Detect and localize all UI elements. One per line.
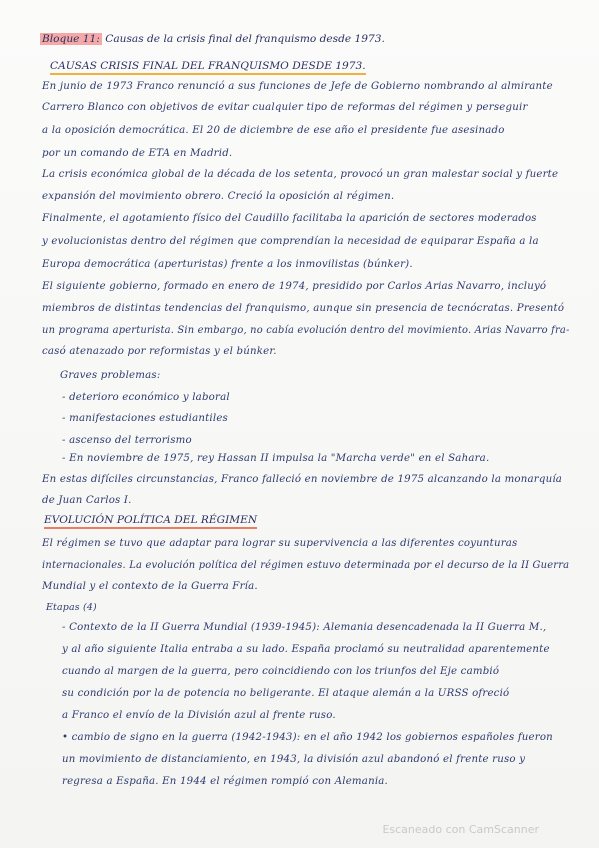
paragraph-line: casó atenazado por reformistas y el búnker. [42,346,277,357]
stages-label: Etapas (4) [46,602,97,613]
paragraph-line: y evolucionistas dentro del régimen que comprendían la necesidad de equiparar España a la [42,236,539,247]
problem-item: - manifestaciones estudiantiles [62,413,228,424]
paragraph-line: a la oposición democrática. El 20 de diciembre de ese año el presidente fue asesinado [42,125,505,136]
paragraph-line: La crisis económica global de la década de los setenta, provocó un gran malestar social y fuerte [42,169,559,180]
paragraph-line: de Juan Carlos I. [42,495,132,506]
problems-title: Graves problemas: [60,370,161,381]
stage-line: y al año siguiente Italia entraba a su lado. España proclamó su neutralidad aparentemente [62,644,550,655]
problem-item: - En noviembre de 1975, rey Hassan II impulsa la "Marcha verde" en el Sahara. [62,453,490,464]
paragraph-line: expansión del movimiento obrero. Creció la oposición al régimen. [42,191,395,202]
paragraph-line: Finalmente, el agotamiento físico del Caudillo facilitaba la aparición de sectores moderados [42,213,537,224]
paragraph-line: En estas difíciles circunstancias, Franco falleció en noviembre de 1975 alcanzando la monarquía [42,474,563,485]
paragraph-line: internacionales. La evolución política del régimen estuvo determinada por el decurso de la II Guerra [42,560,570,571]
scanner-watermark: Escaneado con CamScanner [382,823,539,836]
stage-line: un movimiento de distanciamiento, en 1943, la división azul abandonó el frente ruso y [62,754,526,765]
paragraph-line: El siguiente gobierno, formado en enero de 1974, presidido por Carlos Arias Navarro, incluyó [42,281,547,292]
paragraph-line: Mundial y el contexto de la Guerra Fría. [42,581,258,592]
block-label: Bloque 11: [42,33,100,45]
section1-title: CAUSAS CRISIS FINAL DEL FRANQUISMO DESDE 1973. [50,60,366,75]
stage-line: su condición por la de potencia no beligerante. El ataque alemán a la URSS ofreció [62,688,510,699]
stage-line: • cambio de signo en la guerra (1942-1943): en el año 1942 los gobiernos españoles fueron [62,732,553,743]
block-title: Causas de la crisis final del franquismo desde 1973. [105,33,385,45]
problem-item: - deterioro económico y laboral [62,392,230,403]
section2-title: EVOLUCIÓN POLÍTICA DEL RÉGIMEN [44,514,257,529]
stage-line: - Contexto de la II Guerra Mundial (1939-1945): Alemania desencadenada la II Guerra M., [62,622,547,633]
paragraph-line: miembros de distintas tendencias del franquismo, aunque sin presencia de tecnócratas. Presentó [42,303,565,314]
paragraph-line: Carrero Blanco con objetivos de evitar cualquier tipo de reformas del régimen y perseguir [42,102,528,113]
problem-item: - ascenso del terrorismo [62,435,192,446]
block-heading [40,33,385,45]
paragraph-line: El régimen se tuvo que adaptar para lograr su supervivencia a las diferentes coyunturas [42,538,518,549]
paragraph-line: por un comando de ETA en Madrid. [42,148,233,159]
paragraph-line: un programa aperturista. Sin embargo, no cabía evolución dentro del movimiento. Arias Navarro fra- [42,325,570,336]
stage-line: regresa a España. En 1944 el régimen rompió con Alemania. [62,776,388,787]
stage-line: cuando al margen de la guerra, pero coincidiendo con los triunfos del Eje cambió [62,666,500,677]
paragraph-line: En junio de 1973 Franco renunció a sus funciones de Jefe de Gobierno nombrando al almirante [42,81,553,92]
paragraph-line: Europa democrática (aperturistas) frente a los inmovilistas (búnker). [42,259,413,270]
stage-line: a Franco el envío de la División azul al frente ruso. [62,710,336,721]
